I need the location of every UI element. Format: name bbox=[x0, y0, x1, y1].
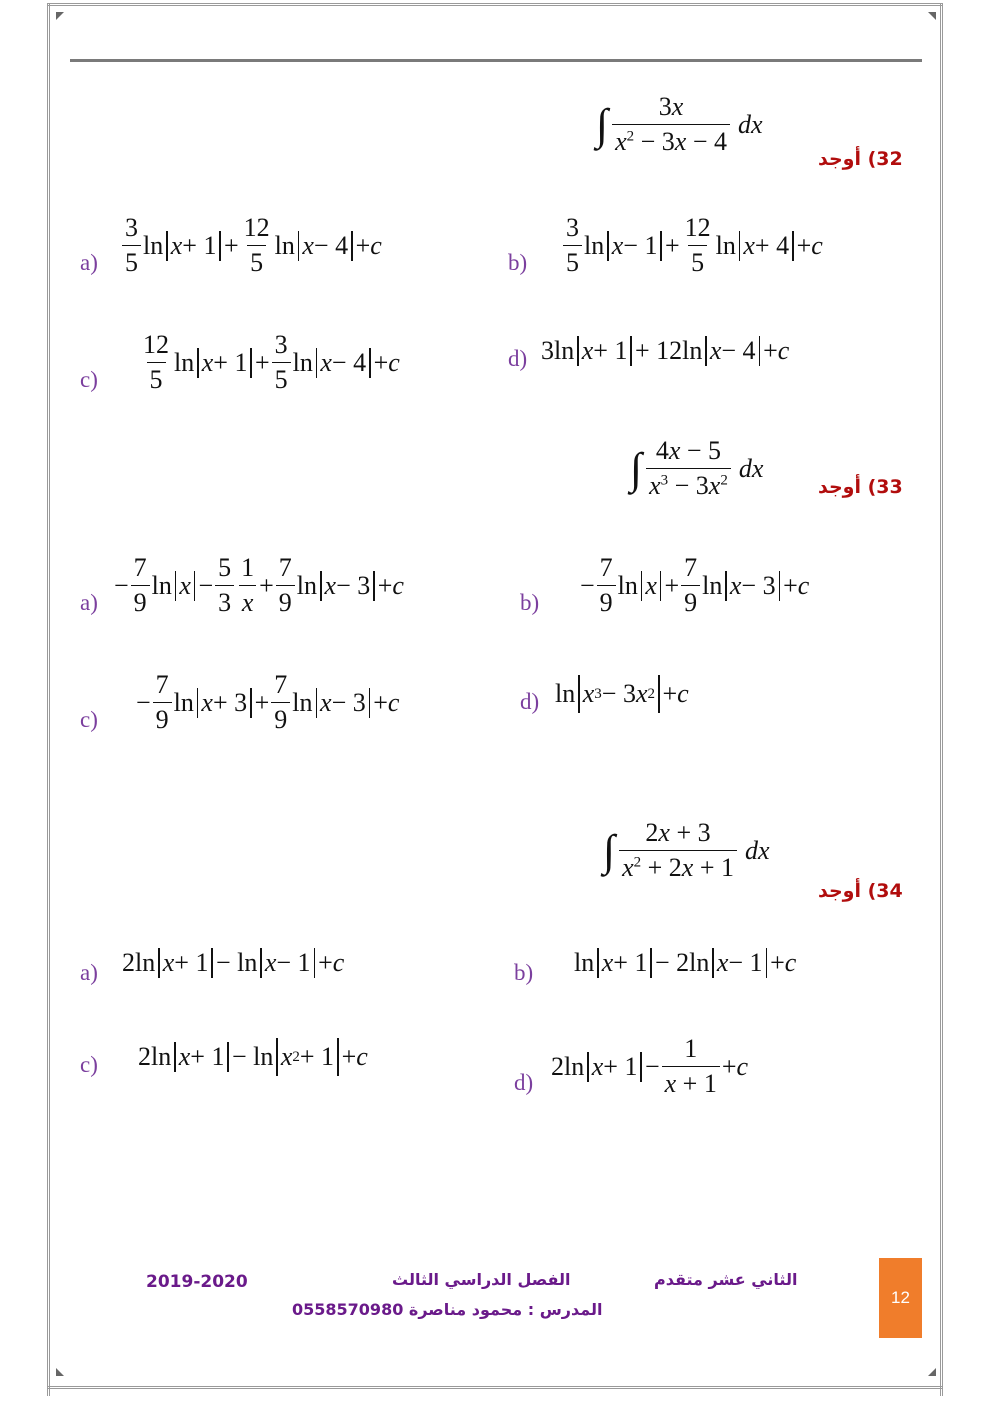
q33-option-d-label[interactable]: d) bbox=[520, 689, 540, 714]
q33-option-c-label[interactable]: c) bbox=[80, 707, 98, 732]
footer-term: الفصل الدراسي الثالث bbox=[392, 1270, 571, 1289]
q34-option-b-label[interactable]: b) bbox=[514, 960, 534, 985]
q32-integral: ∫ $\frac{3x}{x^2 - 3x - 4}$ dx bbox=[596, 92, 763, 156]
q33-option-a-label[interactable]: a) bbox=[80, 590, 98, 615]
q32-option-a-label[interactable]: a) bbox=[80, 250, 98, 275]
corner-ornament bbox=[56, 12, 64, 20]
q33-option-b-label[interactable]: b) bbox=[520, 590, 540, 615]
q33-number: 33) أوجد bbox=[818, 476, 903, 498]
page-border-bottom bbox=[47, 1383, 943, 1389]
q33-option-d[interactable]: ln x 3 − 3 x 2 + c bbox=[555, 675, 689, 713]
q33-integral: ∫ $\frac{4x - 5}{x^3 - 3x^2}$ dx bbox=[630, 436, 764, 500]
q33-option-b[interactable]: − $\frac{7}{9}$ ln x + $\frac{7}{9}$ ln x − 3 + c bbox=[580, 553, 810, 617]
q32-option-d[interactable]: 3ln x + 1 + 12ln x − 4 + c bbox=[541, 336, 790, 365]
q32-option-b-label[interactable]: b) bbox=[508, 250, 528, 275]
footer-year: 2019-2020 bbox=[146, 1272, 248, 1292]
corner-ornament bbox=[928, 12, 936, 20]
q34-option-d-label[interactable]: d) bbox=[514, 1070, 534, 1095]
footer-teacher: المدرس : محمود مناصرة 0558570980 bbox=[292, 1300, 603, 1319]
q34-integral: ∫ $\frac{2x + 3}{x^2 + 2x + 1}$ dx bbox=[603, 818, 770, 882]
footer-grade: الثاني عشر متقدم bbox=[654, 1270, 798, 1289]
q34-option-b[interactable]: ln x + 1 − 2ln x − 1 + c bbox=[574, 948, 797, 977]
q34-option-d[interactable]: 2ln x + 1 − $\frac{1}{x + 1}$ + c bbox=[551, 1034, 749, 1098]
header-rule bbox=[70, 59, 922, 62]
q32-option-c-label[interactable]: c) bbox=[80, 367, 98, 392]
q34-option-c-label[interactable]: c) bbox=[80, 1052, 98, 1077]
q32-option-d-label[interactable]: d) bbox=[508, 346, 528, 371]
corner-ornament bbox=[928, 1368, 936, 1376]
q34-option-a-label[interactable]: a) bbox=[80, 960, 98, 985]
q33-option-a[interactable]: − $\frac{7}{9}$ ln x − $\frac{5}{3}$ $\frac{1}{x}$ + $\frac{7}{9}$ ln x − 3 + c bbox=[114, 553, 404, 617]
q32-option-a[interactable]: $\frac{3}{5}$ ln x + 1 + $\frac{12}{5}$ ln x − 4 + c bbox=[120, 213, 382, 278]
corner-ornament bbox=[56, 1368, 64, 1376]
q33-option-c[interactable]: − $\frac{7}{9}$ ln x + 3 + $\frac{7}{9}$ ln x − 3 + c bbox=[136, 670, 400, 734]
q34-option-c[interactable]: 2ln x + 1 − ln x 2 + 1 + c bbox=[138, 1038, 368, 1076]
page-number: 12 bbox=[879, 1258, 922, 1338]
q32-option-c[interactable]: $\frac{12}{5}$ ln x + 1 + $\frac{3}{5}$ ln x − 4 + c bbox=[143, 330, 400, 394]
q32-number: 32) أوجد bbox=[818, 148, 903, 170]
q32-option-b[interactable]: $\frac{3}{5}$ ln x − 1 + $\frac{12}{5}$ ln x + 4 + c bbox=[561, 213, 823, 278]
q34-option-a[interactable]: 2ln x + 1 − ln x − 1 + c bbox=[122, 948, 345, 977]
q34-number: 34) أوجد bbox=[818, 880, 903, 902]
page-border-top bbox=[47, 3, 943, 8]
